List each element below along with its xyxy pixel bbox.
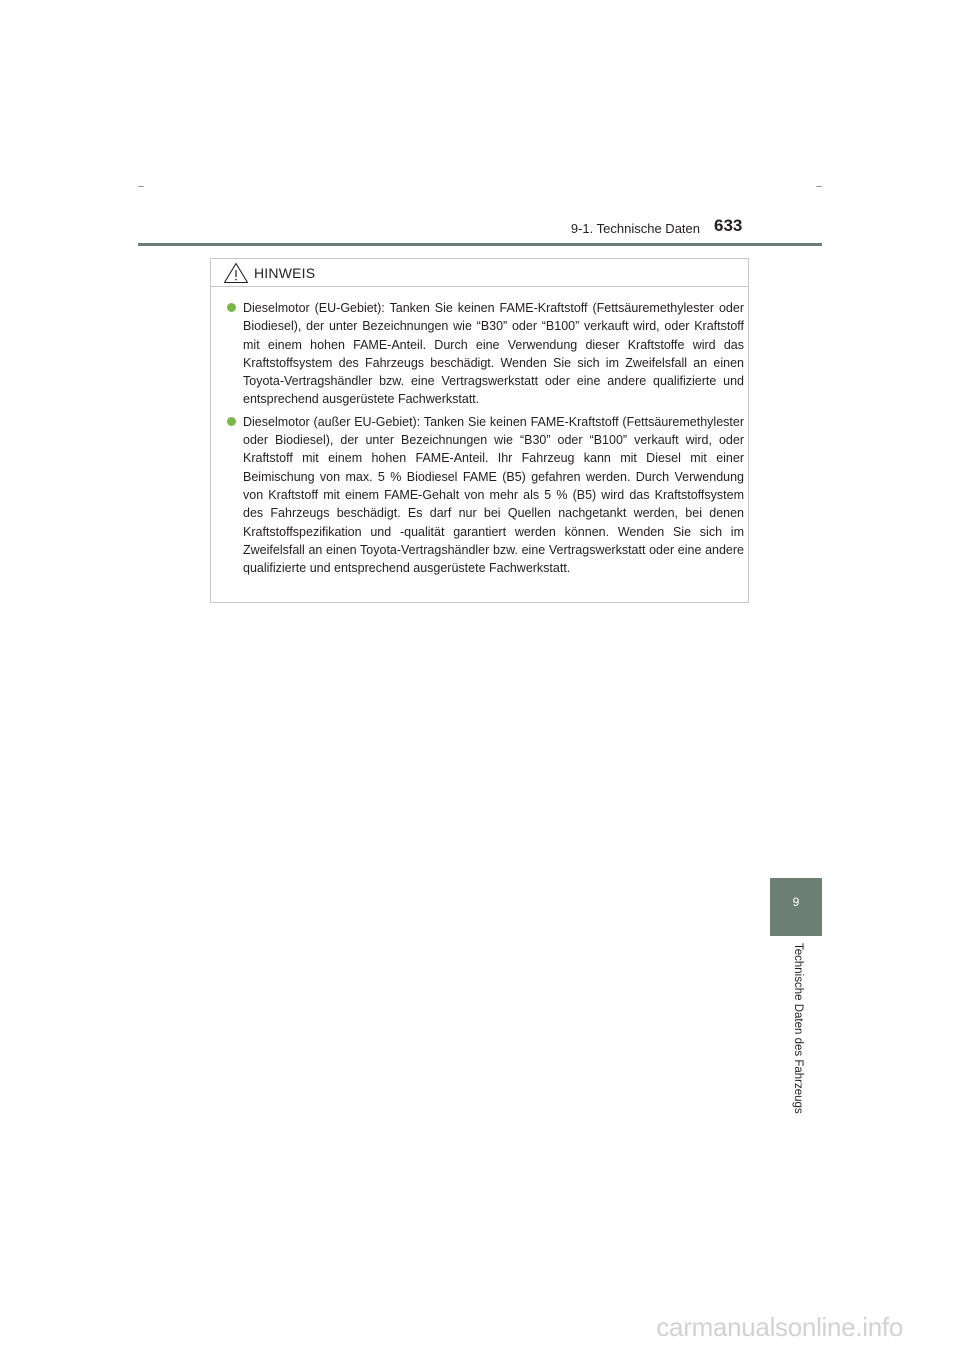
chapter-label: Technische Daten des Fahrzeugs [792, 943, 804, 1114]
notice-item-eu [227, 299, 744, 409]
header-rule [138, 243, 822, 246]
notice-list [227, 299, 744, 581]
notice-item-text: Dieselmotor (EU-Gebiet): Tanken Sie keinen FAME-Kraftstoff (Fettsäuremethylester oder Biodiesel), der unter Bezeichnungen wie “B30” oder “B100” verkauft wird, oder Kraftstoff mit einem hohen FAME-Anteil. Durch eine Verwendung dieser Kraftstoffe wird das Kraftstoffsystem des Fahrzeugs beschädigt. Wenden Sie sich im Zweifelsfall an einen Toyota-Vertragshändler bzw. eine Vertragswerkstatt oder eine andere qualifizierte und entsprechend ausgerüstete Fachwerkstatt. [243, 301, 744, 407]
bullet-icon [227, 303, 236, 312]
warning-triangle-icon [223, 262, 249, 284]
section-title: 9-1. Technische Daten [570, 221, 700, 236]
page-number: 633 [714, 216, 743, 235]
crop-mark-left [138, 186, 144, 187]
crop-mark-right [816, 186, 822, 187]
notice-header [211, 259, 748, 287]
notice-title: HINWEIS [254, 265, 316, 281]
watermark: carmanualsonline.info [656, 1312, 903, 1342]
chapter-tab [770, 878, 822, 936]
bullet-icon [227, 417, 236, 426]
chapter-number: 9 [792, 895, 800, 909]
notice-box [210, 258, 749, 603]
notice-item-text: Dieselmotor (außer EU-Gebiet): Tanken Sie keinen FAME-Kraftstoff (Fettsäuremethylester oder Biodiesel), der unter Bezeichnungen wie “B30” oder “B100” verkauft wird, oder Kraftstoff mit einem hohen FAME-Anteil. Ihr Fahrzeug kann mit Diesel mit einer Beimischung von max. 5 % Biodiesel FAME (B5) gefahren werden. Durch Verwendung von Kraftstoff mit einem FAME-Gehalt von mehr als 5 % (B5) wird das Kraftstoffsystem des Fahrzeugs beschädigt. Es darf nur bei Quellen nachgetankt werden, bei denen Kraftstoffspezifikation und -qualität garantiert werden können. Wenden Sie sich im Zweifelsfall an einen Toyota-Vertragshändler bzw. eine Vertragswerkstatt oder eine andere qualifizierte und entsprechend ausgerüstete Fachwerkstatt. [243, 414, 744, 576]
notice-item-non-eu [227, 413, 744, 578]
